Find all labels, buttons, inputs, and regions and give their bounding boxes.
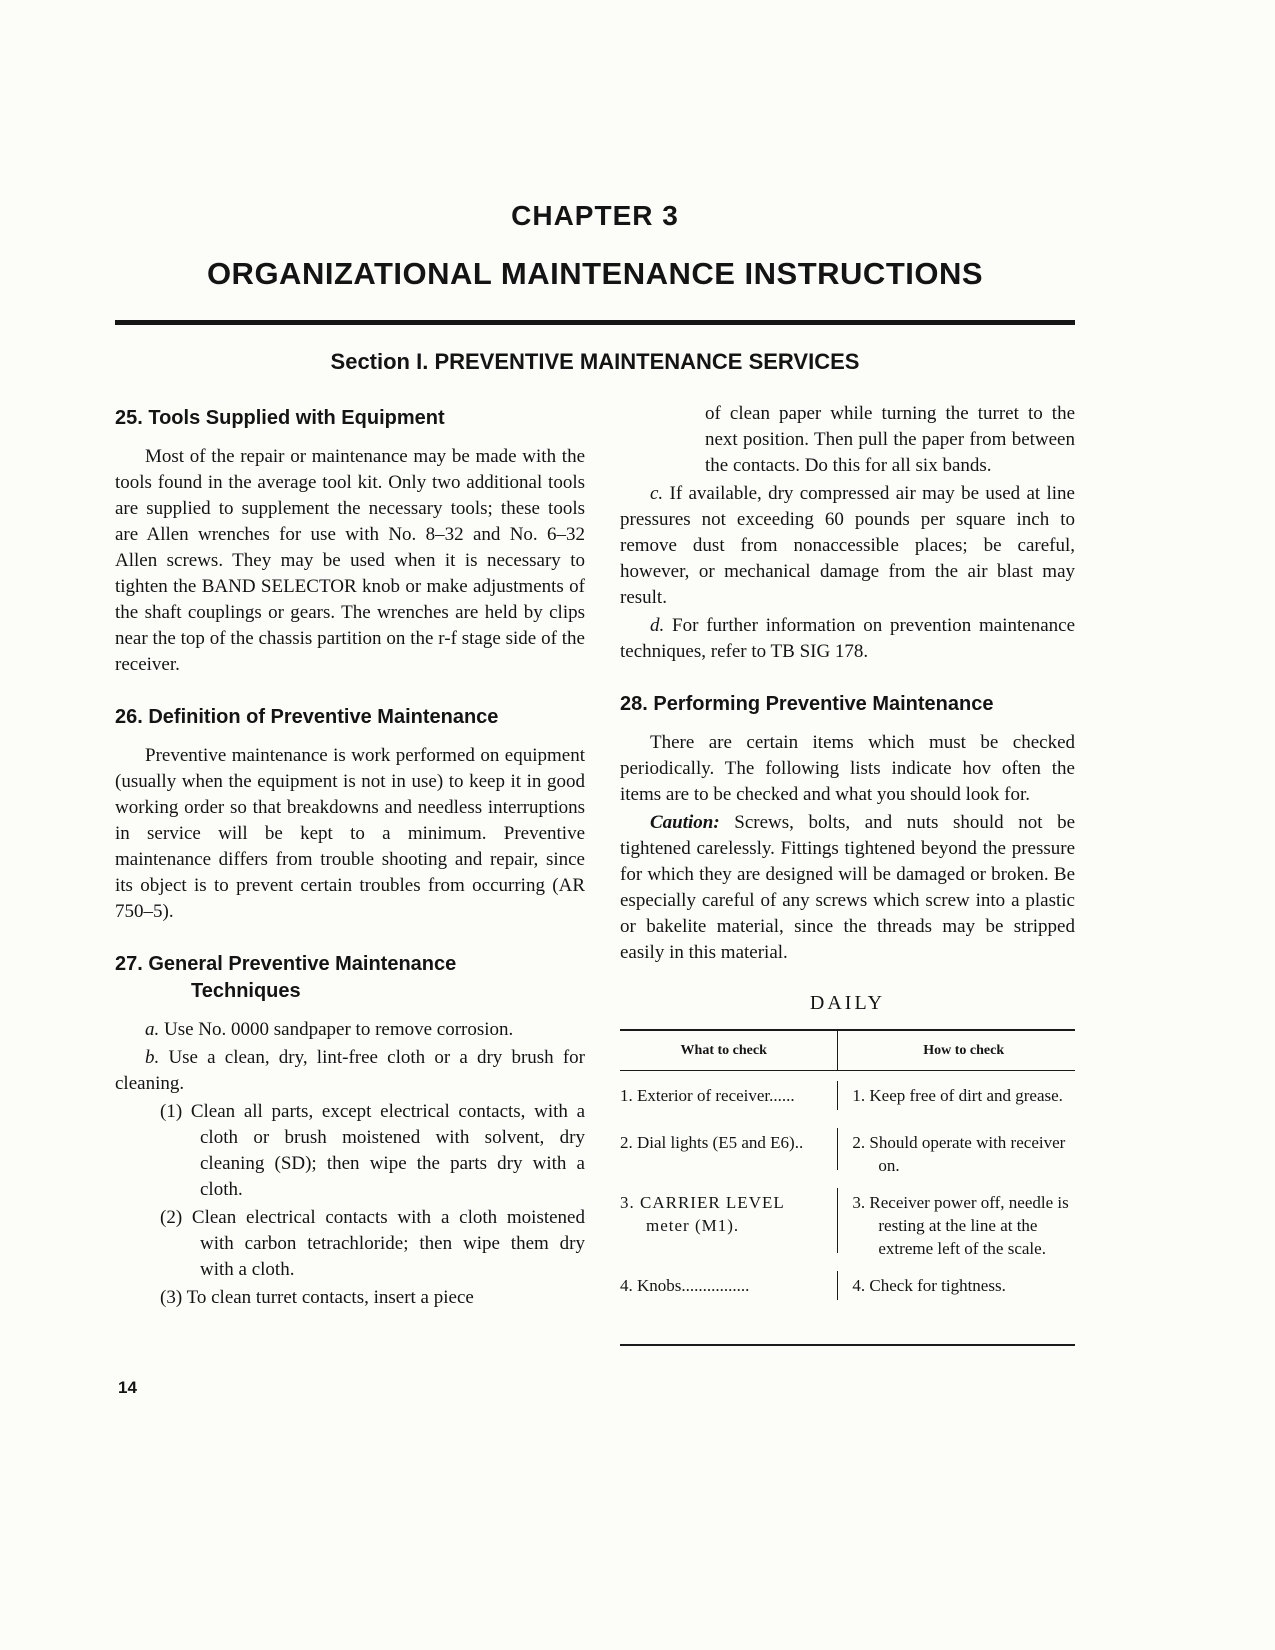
table-row [620,1081,1075,1120]
document-content [115,200,1075,1346]
item-a-text: Use No. 0000 sandpaper to remove corrosion. [164,1019,514,1040]
table-cell-what: 4. Knobs................ [620,1271,838,1300]
list-item-d [620,613,1075,665]
paragraph-26: Preventive maintenance is work performed on equipment (usually when the equipment is not in use) to keep it in good working order so that breakdowns and needless interruptions in service will be kept to a minimum. Preventive maintenance differs from trouble shooting and repair, since its object is to prevent certain troubles from occurring (AR 750–5). [115,745,585,922]
paragraph-28: There are certain items which must be checked periodically. The following lists indicate hov often the items are to be checked and what you should look for. [620,732,1075,805]
daily-check-table [620,1029,1075,1346]
section-heading: Section I. PREVENTIVE MAINTENANCE SERVICES [330,349,860,374]
table-row [620,1128,1075,1180]
daily-table-title: DAILY [809,992,886,1014]
list-item-b [115,1045,585,1097]
sub-item-2-text: Clean electrical contacts with a cloth moistened with carbon tetrachloride; then wipe them dry with a cloth. [191,1207,585,1280]
sub-item-3-label: (3) [160,1287,183,1308]
item-a-label: a. [145,1019,160,1040]
table-cell-how: 2. Should operate with receiver on. [852,1133,1066,1175]
table-row [620,1271,1075,1310]
caution-paragraph [620,810,1075,966]
table-body [620,1071,1075,1344]
heading-27-line2: Techniques [191,980,301,1002]
heading-25: 25. Tools Supplied with Equipment [115,407,445,429]
chapter-heading: CHAPTER 3 [511,200,679,231]
table-cell-what: 2. Dial lights (E5 and E6).. [620,1128,838,1170]
sub-item-3-text: To clean turret contacts, insert a piece [186,1287,474,1308]
right-column [620,401,1075,1346]
caution-label: Caution: [650,812,720,833]
heading-27 [115,951,585,1005]
table-cell-how: 1. Keep free of dirt and grease. [852,1086,1063,1105]
page-number: 14 [118,1378,137,1397]
table-header-what: What to check [620,1031,838,1070]
list-item-a [115,1017,585,1043]
list-item-c [620,481,1075,611]
table-cell-what: 1. Exterior of receiver...... [620,1081,838,1110]
heading-26: 26. Definition of Preventive Maintenance [115,706,499,728]
item-d-text: For further information on prevention maintenance techniques, refer to TB SIG 178. [620,615,1076,662]
caution-text: Screws, bolts, and nuts should not be tightened carelessly. Fittings tightened beyond the pressure for which they are designed will be damaged or broken. Be especially careful of any screws which screw into a plastic or bakelite material, since the threads may be stripped easily in this material. [620,812,1076,963]
two-column-layout [115,401,1075,1346]
table-header-row [620,1031,1075,1071]
item-b-text: Use a clean, dry, lint-free cloth or a dry brush for cleaning. [115,1047,586,1094]
page-title: ORGANIZATIONAL MAINTENANCE INSTRUCTIONS [206,256,984,291]
sub-item-1 [115,1099,585,1203]
item-b-label: b. [145,1047,160,1068]
table-cell-how: 4. Check for tightness. [852,1276,1006,1295]
table-cell-how: 3. Receiver power off, needle is resting at the line at the extreme left of the scale. [852,1193,1069,1258]
table-row [620,1188,1075,1263]
paragraph-25: Most of the repair or maintenance may be made with the tools found in the average tool kit. Only two additional tools are supplied to supplement the necessary tools; these tools are Allen wrenches for use with No. 8–32 and No. 6–32 Allen screws. They may be used when it is necessary to tighten the BAND SELECTOR knob or make adjustments of the shaft couplings or gears. The wrenches are held by clips near the top of the chassis partition on the r-f stage side of the receiver. [115,446,585,675]
heading-28: 28. Performing Preventive Maintenance [620,693,994,715]
sub-item-2-label: (2) [160,1207,183,1228]
title-rule [115,320,1075,325]
sub-item-1-text: Clean all parts, except electrical contacts, with a cloth or brush moistened with solvent, dry cleaning (SD); then wipe the parts dry with a cloth. [190,1101,586,1200]
item-c-text: If available, dry compressed air may be used at line pressures not exceeding 60 pounds per square inch to remove dust from nonaccessible places; be careful, however, or mechanical damage from the air blast may result. [620,483,1075,608]
left-column [115,401,585,1346]
item-c-label: c. [650,483,664,504]
table-cell-what: 3. CARRIER LEVEL meter (M1). [620,1188,838,1253]
table-header-how: How to check [923,1043,1005,1058]
sub-item-2 [115,1205,585,1283]
sub-item-3-continuation: of clean paper while turning the turret to the next position. Then pull the paper from between the contacts. Do this for all six bands. [705,403,1075,476]
item-d-label: d. [650,615,665,636]
heading-27-line1: 27. General Preventive Maintenance [115,953,457,975]
sub-item-3 [115,1285,585,1311]
sub-item-1-label: (1) [160,1101,183,1122]
